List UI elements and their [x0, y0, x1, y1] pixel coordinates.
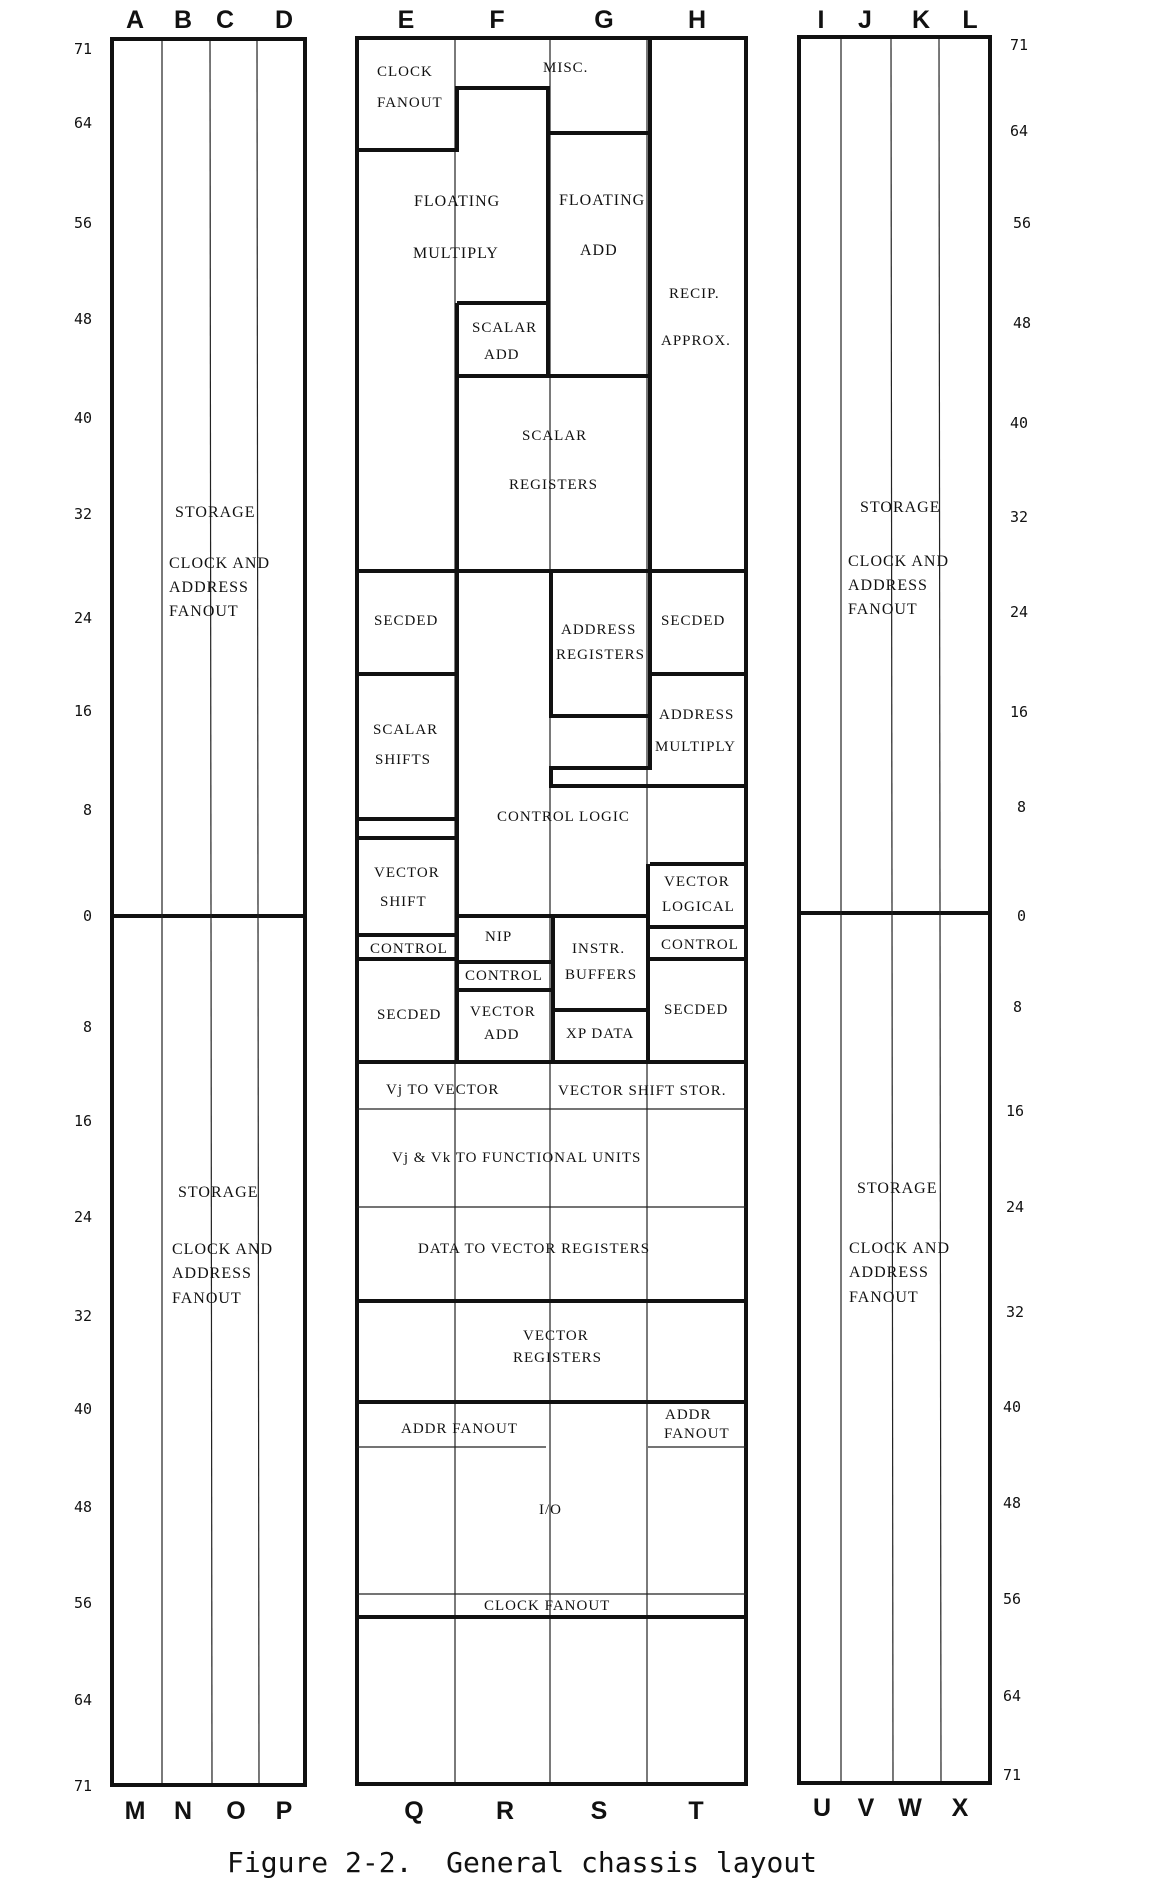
- left-row-label: 0: [82, 907, 92, 925]
- right-row-label: 71: [1010, 36, 1029, 54]
- secded-right-label: SECDED: [661, 613, 726, 629]
- right-row-label: 40: [1010, 414, 1029, 432]
- right-upper-storage-line4: FANOUT: [848, 601, 918, 618]
- right-lower-storage-line2: CLOCK AND: [849, 1240, 951, 1257]
- left-row-label: 32: [73, 1307, 92, 1325]
- col-header-k: K: [911, 6, 931, 34]
- left-row-label: 40: [73, 409, 92, 427]
- col-header-d: D: [274, 6, 294, 34]
- floating-multiply-label-1: FLOATING: [414, 193, 501, 210]
- right-row-label: 8: [1017, 798, 1027, 816]
- scalar-add-label-2: ADD: [484, 347, 520, 363]
- left-row-label: 8: [82, 801, 92, 819]
- right-upper-storage-block: [848, 499, 949, 618]
- left-row-label: 32: [73, 505, 92, 523]
- right-row-label: 71: [1003, 1766, 1022, 1784]
- right-panel-column-line: [939, 39, 941, 1781]
- left-row-label: 48: [73, 310, 92, 328]
- left-row-label: 16: [73, 1112, 92, 1130]
- control-left-label: CONTROL: [370, 941, 448, 957]
- right-upper-storage-line3: ADDRESS: [848, 577, 928, 594]
- address-registers-label-1: ADDRESS: [561, 622, 637, 638]
- left-row-label: 71: [73, 40, 92, 58]
- col-footer-w: W: [898, 1794, 922, 1822]
- right-panel-outline: [799, 37, 990, 1783]
- left-row-label: 24: [73, 1208, 92, 1226]
- col-header-e: E: [397, 6, 415, 34]
- right-lower-storage-line4: FANOUT: [849, 1289, 919, 1306]
- col-header-h: H: [687, 6, 707, 34]
- control-logic-label: CONTROL LOGIC: [497, 809, 630, 825]
- scalar-shifts-label-1: SCALAR: [373, 722, 439, 738]
- secded-bottom-right-label: SECDED: [664, 1002, 729, 1018]
- col-footer-r: R: [495, 1797, 515, 1825]
- right-row-label: 40: [1003, 1398, 1022, 1416]
- col-header-f: F: [489, 6, 505, 34]
- nip-label: NIP: [485, 929, 513, 945]
- col-footer-x: X: [951, 1794, 969, 1822]
- control-middle-label: CONTROL: [465, 968, 543, 984]
- left-upper-storage-block: [169, 504, 270, 620]
- left-row-label: 48: [73, 1498, 92, 1516]
- right-upper-storage-line2: CLOCK AND: [848, 553, 950, 570]
- control-right-label: CONTROL: [661, 937, 739, 953]
- left-lower-storage-title: STORAGE: [178, 1184, 259, 1201]
- clock-fanout-label-2: FANOUT: [377, 95, 443, 111]
- col-header-l: L: [962, 6, 978, 34]
- col-header-j: J: [858, 6, 872, 34]
- address-registers-box: [551, 571, 650, 716]
- address-registers-label-2: REGISTERS: [556, 647, 646, 663]
- addr-fanout-right-label-2: FANOUT: [664, 1426, 730, 1442]
- right-row-label: 48: [1013, 314, 1032, 332]
- misc-label: MISC.: [543, 60, 589, 76]
- secded-left-label: SECDED: [374, 613, 439, 629]
- top-column-headers: [126, 6, 978, 34]
- data-to-vector-registers-label: DATA TO VECTOR REGISTERS: [418, 1241, 651, 1257]
- scalar-add-label-1: SCALAR: [472, 320, 538, 336]
- vector-add-label-1: VECTOR: [470, 1004, 536, 1020]
- left-upper-storage-line4: FANOUT: [169, 603, 239, 620]
- right-row-label: 32: [1010, 508, 1029, 526]
- col-header-b: B: [173, 6, 193, 34]
- left-row-label: 24: [73, 609, 92, 627]
- right-lower-storage-block: [849, 1180, 950, 1306]
- col-header-a: A: [125, 6, 145, 34]
- left-row-label: 71: [73, 1777, 92, 1795]
- left-row-label: 56: [73, 214, 92, 232]
- scalar-registers-label-2: REGISTERS: [509, 477, 599, 493]
- col-footer-q: Q: [404, 1797, 424, 1825]
- right-chassis-panel: [799, 37, 990, 1783]
- floating-add-label-2: ADD: [580, 242, 618, 259]
- left-upper-storage-title: STORAGE: [175, 504, 256, 521]
- right-row-label: 16: [1006, 1102, 1025, 1120]
- xp-data-label: XP DATA: [566, 1026, 635, 1042]
- bottom-column-headers: [125, 1794, 969, 1825]
- col-footer-p: P: [275, 1797, 293, 1825]
- instr-buffers-label-1: INSTR.: [572, 941, 626, 957]
- vector-shift-stor-label: VECTOR SHIFT STOR.: [558, 1083, 727, 1099]
- right-row-label: 64: [1010, 122, 1029, 140]
- vector-add-label-2: ADD: [484, 1027, 520, 1043]
- vj-vk-to-functional-units-label: Vj & Vk TO FUNCTIONAL UNITS: [392, 1150, 642, 1166]
- vector-shift-label-1: VECTOR: [374, 865, 440, 881]
- left-panel-column-line: [210, 41, 212, 1783]
- left-row-labels: [74, 40, 92, 1795]
- col-footer-n: N: [173, 1797, 193, 1825]
- vector-logical-label-1: VECTOR: [664, 874, 730, 890]
- left-upper-storage-line2: CLOCK AND: [169, 555, 271, 572]
- right-upper-storage-title: STORAGE: [860, 499, 941, 516]
- right-row-label: 24: [1010, 603, 1029, 621]
- scalar-registers-label-1: SCALAR: [522, 428, 588, 444]
- right-lower-storage-title: STORAGE: [857, 1180, 938, 1197]
- vector-registers-label-2: REGISTERS: [513, 1350, 603, 1366]
- col-header-c: C: [215, 6, 235, 34]
- address-multiply-label-1: ADDRESS: [659, 707, 735, 723]
- right-row-label: 48: [1003, 1494, 1022, 1512]
- col-header-g: G: [594, 6, 614, 34]
- right-lower-storage-line3: ADDRESS: [849, 1264, 929, 1281]
- right-row-label: 24: [1006, 1198, 1025, 1216]
- vector-registers-label-1: VECTOR: [523, 1328, 589, 1344]
- recip-approx-label-2: APPROX.: [661, 333, 731, 349]
- address-multiply-label-2: MULTIPLY: [655, 739, 736, 755]
- left-chassis-panel: [112, 39, 305, 1785]
- right-row-labels: [1003, 36, 1031, 1784]
- col-footer-v: V: [857, 1794, 875, 1822]
- secded-bottom-left-label: SECDED: [377, 1007, 442, 1023]
- right-panel-column-line: [891, 39, 893, 1781]
- addr-fanout-left-label: ADDR FANOUT: [401, 1421, 518, 1437]
- col-header-i: I: [817, 6, 825, 34]
- col-footer-t: T: [688, 1797, 704, 1825]
- left-row-label: 64: [73, 1691, 92, 1709]
- left-row-label: 8: [82, 1018, 92, 1036]
- floating-multiply-label-2: MULTIPLY: [413, 245, 499, 262]
- right-row-label: 64: [1003, 1687, 1022, 1705]
- right-row-label: 8: [1013, 998, 1023, 1016]
- scalar-shifts-label-2: SHIFTS: [375, 752, 432, 768]
- right-row-label: 56: [1013, 214, 1032, 232]
- col-footer-s: S: [590, 1797, 608, 1825]
- addr-fanout-right-label-1: ADDR: [665, 1407, 712, 1423]
- vector-logical-label-2: LOGICAL: [662, 899, 735, 915]
- left-row-label: 56: [73, 1594, 92, 1612]
- left-panel-column-line: [257, 41, 259, 1783]
- right-row-label: 16: [1010, 703, 1029, 721]
- vector-shift-label-2: SHIFT: [380, 894, 427, 910]
- left-row-label: 40: [73, 1400, 92, 1418]
- center-chassis-panel: [357, 38, 746, 1784]
- right-row-label: 32: [1006, 1303, 1025, 1321]
- left-upper-storage-line3: ADDRESS: [169, 579, 249, 596]
- left-row-label: 64: [73, 114, 92, 132]
- vj-to-vector-label: Vj TO VECTOR: [386, 1082, 500, 1098]
- floating-add-label-1: FLOATING: [559, 192, 646, 209]
- io-label: I/O: [539, 1502, 562, 1518]
- left-lower-storage-line2: CLOCK AND: [172, 1241, 274, 1258]
- clock-fanout-bottom-label: CLOCK FANOUT: [484, 1598, 611, 1614]
- instr-buffers-label-2: BUFFERS: [565, 967, 638, 983]
- figure-caption: Figure 2-2. General chassis layout: [227, 1846, 818, 1879]
- clock-fanout-label-1: CLOCK: [377, 64, 433, 80]
- left-lower-storage-line3: ADDRESS: [172, 1265, 252, 1282]
- left-row-label: 16: [73, 702, 92, 720]
- col-footer-m: M: [124, 1797, 146, 1825]
- left-lower-storage-line4: FANOUT: [172, 1290, 242, 1307]
- col-footer-u: U: [812, 1794, 832, 1822]
- recip-approx-label-1: RECIP.: [669, 286, 720, 302]
- col-footer-o: O: [226, 1797, 246, 1825]
- left-panel-outline: [112, 39, 305, 1785]
- right-row-label: 0: [1017, 907, 1027, 925]
- right-row-label: 56: [1003, 1590, 1022, 1608]
